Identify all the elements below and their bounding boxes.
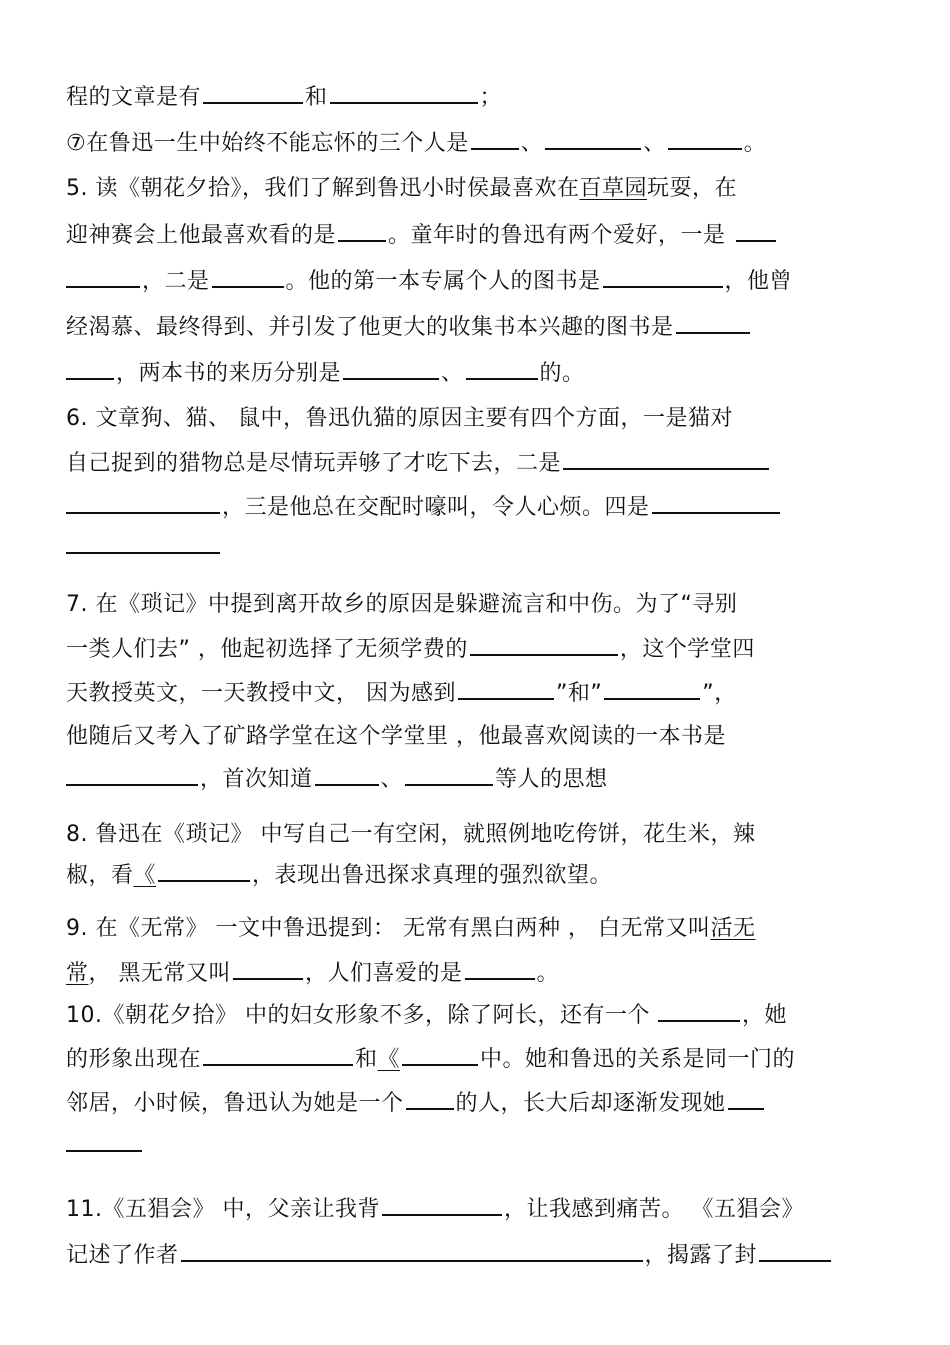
blank[interactable] <box>66 530 220 554</box>
q5-line-1: 5. 读《朝花夕拾》，我们了解到鲁迅小时侯最喜欢在百草园玩耍，在 <box>66 176 738 201</box>
q5-line-5: ，两本书的来历分别是 、 的。 <box>66 356 585 390</box>
blank[interactable] <box>66 264 140 288</box>
q6-line-4 <box>66 530 222 564</box>
blank[interactable] <box>406 1086 454 1110</box>
blank[interactable] <box>545 126 641 150</box>
q11-line-1: 11.《五猖会》 中，父亲让我背 ，让我感到痛苦。 《五猖会》 <box>66 1192 804 1226</box>
blank[interactable] <box>470 632 618 656</box>
book-title-open: 《 <box>133 863 157 888</box>
q6-line-1: 6. 文章狗、猫、 鼠中，鲁迅仇猫的原因主要有四个方面，一是猫对 <box>66 406 733 431</box>
blank[interactable] <box>603 264 723 288</box>
q6-line-2: 自己捉到的猎物总是尽情玩弄够了才吃下去，二是 <box>66 446 771 480</box>
blank[interactable] <box>66 490 220 514</box>
q5-line-4: 经渴慕、最终得到、并引发了他更大的收集书本兴趣的图书是 <box>66 310 752 344</box>
blank[interactable] <box>604 676 700 700</box>
q10-line-4 <box>66 1128 144 1162</box>
blank[interactable] <box>343 356 439 380</box>
blank[interactable] <box>458 676 554 700</box>
q10-line-1: 10.《朝花夕拾》 中的妇女形象不多，除了阿长，还有一个 ，她 <box>66 998 787 1032</box>
blank[interactable] <box>471 126 519 150</box>
q7-line-1: 7. 在《琐记》中提到离开故乡的原因是躲避流言和中伤。为了“寻别 <box>66 592 738 617</box>
blank[interactable] <box>465 956 535 980</box>
q10-line-2: 的形象出现在 和《 中。她和鲁迅的关系是同一门的 <box>66 1042 795 1076</box>
q7-line-3: 天教授英文，一天教授中文， 因为感到 ”和” ”， <box>66 676 737 710</box>
blank[interactable] <box>330 80 478 104</box>
blank[interactable] <box>563 446 769 470</box>
blank[interactable] <box>466 356 538 380</box>
ghost-name-cont: 常 <box>66 961 89 986</box>
blank[interactable] <box>658 998 740 1022</box>
q5-line-3: ，二是 。他的第一本专属个人的图书是 ，他曾 <box>66 264 792 298</box>
book-title-open: 《 <box>377 1047 401 1072</box>
blank[interactable] <box>66 1128 142 1152</box>
q8-line-2: 椒，看《 ，表现出鲁迅探求真理的强烈欲望。 <box>66 858 612 892</box>
q6-line-3: ，三是他总在交配时嚎叫，令人心烦。四是 <box>66 490 782 524</box>
blank[interactable] <box>652 490 780 514</box>
q5-line-2: 迎神赛会上他最喜欢看的是 。童年时的鲁迅有两个爱好，一是 <box>66 218 778 252</box>
blank[interactable] <box>736 218 776 242</box>
blank[interactable] <box>759 1238 831 1262</box>
blank[interactable] <box>338 218 386 242</box>
blank[interactable] <box>66 356 114 380</box>
blank[interactable] <box>203 1042 353 1066</box>
q4-line-1: 程的文章是有 和 ； <box>66 80 502 114</box>
blank[interactable] <box>728 1086 764 1110</box>
q7-line-5: ，首次知道 、 等人的思想 <box>66 762 608 796</box>
q7-line-4: 他随后又考入了矿路学堂在这个学堂里 ，他最喜欢阅读的一本书是 <box>66 724 726 749</box>
blank[interactable] <box>315 762 379 786</box>
blank[interactable] <box>203 80 303 104</box>
q9-line-1: 9. 在《无常》 一文中鲁迅提到： 无常有黑白两种 ， 白无常又叫活无 <box>66 916 756 941</box>
q9-line-2: 常， 黑无常又叫 ，人们喜爱的是 。 <box>66 956 559 990</box>
blank[interactable] <box>402 1042 478 1066</box>
blank[interactable] <box>181 1238 643 1262</box>
blank[interactable] <box>66 762 198 786</box>
q7-line-2: 一类人们去” ，他起初选择了无须学费的 ，这个学堂四 <box>66 632 755 666</box>
ghost-name: 活无 <box>710 916 756 941</box>
blank[interactable] <box>158 858 250 882</box>
q4-line-2: ⑦在鲁迅一生中始终不能忘怀的三个人是 、 、 。 <box>66 126 766 160</box>
q8-line-1: 8. 鲁迅在《琐记》 中写自己一有空闲，就照例地吃侉饼，花生米，辣 <box>66 822 756 847</box>
blank[interactable] <box>405 762 493 786</box>
q10-line-3: 邻居，小时候，鲁迅认为她是一个 的人，长大后却逐渐发现她 <box>66 1086 766 1120</box>
blank[interactable] <box>382 1192 502 1216</box>
q11-line-2: 记述了作者 ，揭露了封 <box>66 1238 833 1272</box>
blank[interactable] <box>233 956 303 980</box>
blank[interactable] <box>212 264 284 288</box>
blank[interactable] <box>676 310 750 334</box>
place-name: 百草园 <box>579 176 648 201</box>
blank[interactable] <box>668 126 742 150</box>
